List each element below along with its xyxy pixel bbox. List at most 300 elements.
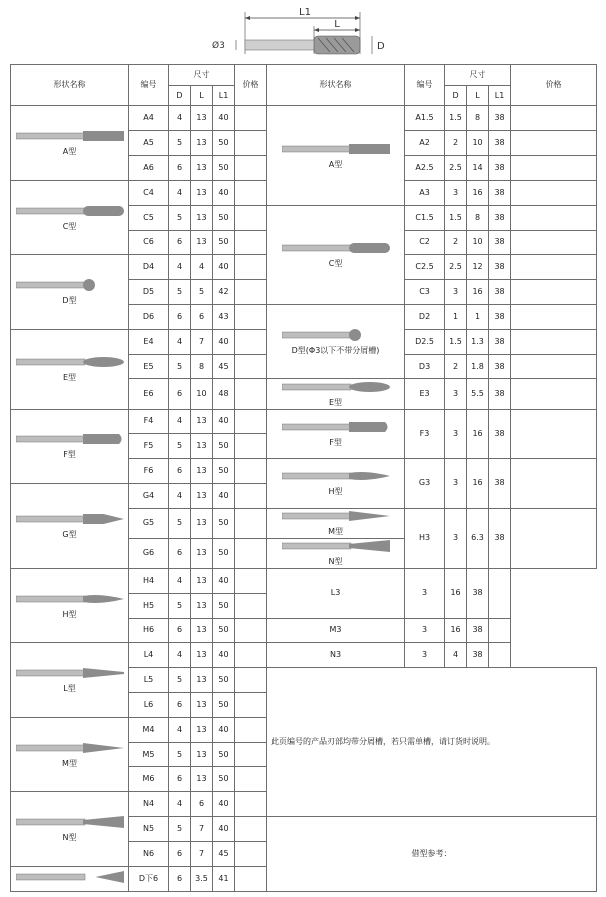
price-cell <box>235 538 267 568</box>
d-cell: 4 <box>169 792 191 817</box>
code-cell: F5 <box>129 434 169 459</box>
l-cell: 13 <box>191 668 213 693</box>
price-cell <box>235 156 267 181</box>
l1-cell: 43 <box>213 305 235 330</box>
code-cell: A4 <box>129 106 169 131</box>
code-cell-right: A2 <box>405 131 445 156</box>
price-cell-right <box>489 618 511 643</box>
l1-cell: 40 <box>213 643 235 668</box>
right-shape-cell <box>267 106 405 205</box>
header-shape: 形状名称 <box>11 65 129 106</box>
price-cell <box>235 817 267 842</box>
l1-cell: 50 <box>213 538 235 568</box>
d-cell: 4 <box>169 180 191 205</box>
price-cell-right <box>489 568 511 618</box>
price-cell-right <box>489 643 511 668</box>
burr-tool-icon <box>16 870 124 884</box>
burr-tool-icon <box>16 512 124 526</box>
l-cell: 6 <box>191 305 213 330</box>
code-cell-right: H3 <box>405 508 445 568</box>
header-shape-right: 形状名称 <box>267 65 405 106</box>
code-cell: L4 <box>129 643 169 668</box>
l-cell-right: 16 <box>445 568 467 618</box>
d-cell-right: 3 <box>445 180 467 205</box>
price-cell <box>235 668 267 693</box>
left-shape-cell <box>11 866 129 891</box>
l1-cell: 50 <box>213 459 235 484</box>
l1-cell-right: 38 <box>467 568 489 618</box>
shape-name-label: A型 <box>328 159 343 169</box>
l1-cell-right: 38 <box>489 305 511 330</box>
d-cell-right: 2 <box>445 354 467 379</box>
d-cell-right: 3 <box>445 379 467 409</box>
code-cell: G5 <box>129 508 169 538</box>
d-cell-right: 2 <box>445 131 467 156</box>
d-cell: 4 <box>169 568 191 593</box>
right-shape-cell <box>267 379 405 409</box>
d-cell: 5 <box>169 205 191 230</box>
l-cell: 13 <box>191 131 213 156</box>
price-cell <box>235 767 267 792</box>
price-cell <box>235 106 267 131</box>
left-shape-cell <box>11 717 129 791</box>
code-cell: A5 <box>129 131 169 156</box>
l1-cell: 50 <box>213 434 235 459</box>
l1-cell-right: 38 <box>467 643 489 668</box>
l-cell-right: 10 <box>467 230 489 255</box>
d-cell-right: 1 <box>445 305 467 330</box>
d-cell-right: 3 <box>445 280 467 305</box>
price-cell <box>235 508 267 538</box>
l1-cell-right: 38 <box>489 131 511 156</box>
code-cell: N6 <box>129 841 169 866</box>
l-cell: 13 <box>191 205 213 230</box>
l-cell: 13 <box>191 742 213 767</box>
l-cell: 3.5 <box>191 866 213 891</box>
left-shape-cell <box>11 643 129 717</box>
l-cell-right: 16 <box>467 280 489 305</box>
price-cell <box>235 305 267 330</box>
header-l1-right: L1 <box>489 85 511 106</box>
price-cell-right <box>511 409 597 459</box>
shape-name-label: M型 <box>62 758 77 768</box>
l-cell-right: 4 <box>445 643 467 668</box>
price-cell <box>235 205 267 230</box>
l1-cell: 50 <box>213 156 235 181</box>
diagram-l1: L1 <box>299 7 311 18</box>
left-shape-cell <box>11 568 129 642</box>
d-cell: 5 <box>169 508 191 538</box>
d-cell: 5 <box>169 817 191 842</box>
right-shape-cell <box>267 459 405 509</box>
d-cell: 6 <box>169 767 191 792</box>
d-cell: 4 <box>169 409 191 434</box>
l1-cell: 45 <box>213 354 235 379</box>
burr-tool-icon <box>282 380 390 394</box>
l-cell: 13 <box>191 508 213 538</box>
reference-note: 借型参考： <box>267 817 597 892</box>
l1-cell-right: 38 <box>489 508 511 568</box>
l1-cell: 50 <box>213 668 235 693</box>
price-cell <box>235 618 267 643</box>
burr-tool-icon <box>16 666 124 680</box>
right-shape-cell <box>267 409 405 459</box>
l-cell: 13 <box>191 156 213 181</box>
code-cell: M4 <box>129 717 169 742</box>
burr-tool-icon <box>16 815 124 829</box>
l1-cell: 40 <box>213 106 235 131</box>
header-price-right: 价格 <box>511 65 597 106</box>
l1-cell: 40 <box>213 329 235 354</box>
code-cell-right: D2.5 <box>405 329 445 354</box>
price-cell-right <box>511 459 597 509</box>
l1-cell-right: 38 <box>489 354 511 379</box>
code-cell: E6 <box>129 379 169 409</box>
left-shape-cell <box>11 255 129 329</box>
right-shape-cell <box>267 305 405 379</box>
l1-cell: 40 <box>213 568 235 593</box>
code-cell: D下6 <box>129 866 169 891</box>
l-cell: 4 <box>191 255 213 280</box>
code-cell-right: A3 <box>405 180 445 205</box>
l-cell: 7 <box>191 817 213 842</box>
d-cell-right: 3 <box>445 508 467 568</box>
price-cell-right <box>511 180 597 205</box>
code-cell-right: G3 <box>405 459 445 509</box>
shape-name-label: N型 <box>328 557 343 567</box>
table-row <box>11 409 597 434</box>
price-cell-right <box>511 354 597 379</box>
l1-cell: 40 <box>213 792 235 817</box>
code-cell: F4 <box>129 409 169 434</box>
burr-tool-icon <box>16 592 124 606</box>
d-cell: 6 <box>169 692 191 717</box>
table-row <box>11 106 597 131</box>
l-cell-right: 1.3 <box>467 329 489 354</box>
burr-tool-icon <box>16 278 124 292</box>
d-cell-right: 3 <box>445 409 467 459</box>
l1-cell: 50 <box>213 692 235 717</box>
l1-cell: 50 <box>213 131 235 156</box>
price-cell-right <box>511 230 597 255</box>
l-cell-right: 10 <box>467 131 489 156</box>
price-cell-right <box>511 305 597 330</box>
shape-name-label: M型 <box>328 527 343 537</box>
header-price: 价格 <box>235 65 267 106</box>
l1-cell-right: 38 <box>489 106 511 131</box>
l1-cell-right: 38 <box>489 329 511 354</box>
l-cell-right: 1 <box>467 305 489 330</box>
code-cell: L6 <box>129 692 169 717</box>
shape-name-label: H型 <box>328 487 343 497</box>
code-cell: L5 <box>129 668 169 693</box>
header-size: 尺寸 <box>169 65 235 86</box>
price-cell <box>235 180 267 205</box>
shape-name-label: E型 <box>329 397 343 407</box>
l1-cell: 42 <box>213 280 235 305</box>
code-cell: E5 <box>129 354 169 379</box>
code-cell-right: L3 <box>267 568 405 618</box>
header-l1: L1 <box>213 85 235 106</box>
code-cell: C5 <box>129 205 169 230</box>
price-cell-right <box>511 106 597 131</box>
d-cell: 5 <box>169 593 191 618</box>
price-cell <box>235 866 267 891</box>
l1-cell: 50 <box>213 618 235 643</box>
l1-cell: 40 <box>213 817 235 842</box>
l-cell: 13 <box>191 483 213 508</box>
burr-tool-icon <box>16 432 124 446</box>
l-cell-right: 1.8 <box>467 354 489 379</box>
l1-cell: 50 <box>213 742 235 767</box>
l1-cell-right: 38 <box>489 205 511 230</box>
code-cell: E4 <box>129 329 169 354</box>
header-code-right: 编号 <box>405 65 445 106</box>
l-cell-right: 8 <box>467 106 489 131</box>
l1-cell: 48 <box>213 379 235 409</box>
header-size-right: 尺寸 <box>445 65 511 86</box>
header-code: 编号 <box>129 65 169 106</box>
l-cell: 13 <box>191 459 213 484</box>
code-cell: N5 <box>129 817 169 842</box>
price-cell <box>235 593 267 618</box>
header-d-right: D <box>445 85 467 106</box>
d-cell: 4 <box>169 643 191 668</box>
d-cell-right: 1.5 <box>445 329 467 354</box>
l1-cell: 41 <box>213 866 235 891</box>
d-cell: 6 <box>169 538 191 568</box>
l-cell-right: 16 <box>445 618 467 643</box>
l-cell-right: 16 <box>467 180 489 205</box>
l1-cell: 40 <box>213 255 235 280</box>
d-cell-right: 3 <box>405 568 445 618</box>
l1-cell-right: 38 <box>489 156 511 181</box>
price-cell <box>235 717 267 742</box>
shape-name-label: G型 <box>62 529 77 539</box>
shape-name-label: C型 <box>62 221 77 231</box>
code-cell: D6 <box>129 305 169 330</box>
l1-cell: 40 <box>213 717 235 742</box>
price-cell <box>235 459 267 484</box>
price-cell-right <box>511 131 597 156</box>
code-cell: C6 <box>129 230 169 255</box>
d-cell: 4 <box>169 255 191 280</box>
dimension-diagram <box>0 0 606 64</box>
price-cell <box>235 434 267 459</box>
diagram-shank-dia: Ø3 <box>212 41 225 51</box>
price-cell <box>235 131 267 156</box>
l1-cell: 40 <box>213 409 235 434</box>
burr-tool-icon <box>282 420 390 434</box>
l1-cell-right: 38 <box>489 180 511 205</box>
l-cell: 13 <box>191 692 213 717</box>
code-cell-right: C2.5 <box>405 255 445 280</box>
code-cell: H4 <box>129 568 169 593</box>
d-cell: 6 <box>169 459 191 484</box>
burr-tool-icon <box>282 539 390 553</box>
shape-name-label: F型 <box>329 437 342 447</box>
d-cell-right: 2 <box>445 230 467 255</box>
l1-cell-right: 38 <box>489 230 511 255</box>
code-cell: H5 <box>129 593 169 618</box>
l-cell-right: 12 <box>467 255 489 280</box>
code-cell: M6 <box>129 767 169 792</box>
price-cell <box>235 379 267 409</box>
shape-name-label: F型 <box>63 450 76 460</box>
price-cell-right <box>511 280 597 305</box>
code-cell: D4 <box>129 255 169 280</box>
d-cell: 5 <box>169 280 191 305</box>
code-cell: G6 <box>129 538 169 568</box>
burr-tool-icon <box>16 741 124 755</box>
l-cell: 13 <box>191 106 213 131</box>
l-cell: 6 <box>191 792 213 817</box>
l1-cell: 50 <box>213 230 235 255</box>
burr-tool-icon <box>282 469 390 483</box>
l-cell: 13 <box>191 568 213 593</box>
l-cell: 8 <box>191 354 213 379</box>
d-cell: 6 <box>169 305 191 330</box>
d-cell-right: 2.5 <box>445 156 467 181</box>
l-cell: 13 <box>191 643 213 668</box>
code-cell: F6 <box>129 459 169 484</box>
left-shape-cell <box>11 792 129 866</box>
diagram-l: L <box>334 19 340 30</box>
d-cell: 5 <box>169 434 191 459</box>
code-cell: M5 <box>129 742 169 767</box>
left-shape-cell <box>11 329 129 409</box>
d-cell-right: 3 <box>405 643 445 668</box>
shape-name-label: L型 <box>63 684 76 694</box>
header-d: D <box>169 85 191 106</box>
d-cell: 5 <box>169 668 191 693</box>
code-cell: H6 <box>129 618 169 643</box>
l1-cell: 50 <box>213 205 235 230</box>
price-cell <box>235 255 267 280</box>
l-cell-right: 16 <box>467 409 489 459</box>
l-cell: 13 <box>191 180 213 205</box>
price-cell-right <box>511 379 597 409</box>
price-cell <box>235 742 267 767</box>
d-cell-right: 2.5 <box>445 255 467 280</box>
code-cell-right: N3 <box>267 643 405 668</box>
l-cell: 10 <box>191 379 213 409</box>
code-cell-right: C2 <box>405 230 445 255</box>
burr-tool-icon <box>16 355 124 369</box>
d-cell: 6 <box>169 841 191 866</box>
l1-cell: 50 <box>213 508 235 538</box>
l1-cell: 40 <box>213 483 235 508</box>
header-l: L <box>191 85 213 106</box>
d-cell: 5 <box>169 354 191 379</box>
price-cell-right <box>511 329 597 354</box>
l-cell-right: 8 <box>467 205 489 230</box>
code-cell-right: D2 <box>405 305 445 330</box>
right-shape-cell <box>267 538 405 568</box>
l1-cell-right: 38 <box>489 255 511 280</box>
l1-cell: 50 <box>213 593 235 618</box>
code-cell-right: M3 <box>267 618 405 643</box>
shape-name-label: C型 <box>328 258 343 268</box>
left-shape-cell <box>11 409 129 483</box>
diagram-d: D <box>377 41 385 52</box>
header-l-right: L <box>467 85 489 106</box>
l-cell: 13 <box>191 409 213 434</box>
price-cell <box>235 354 267 379</box>
l-cell-right: 6.3 <box>467 508 489 568</box>
d-cell-right: 1.5 <box>445 205 467 230</box>
d-cell: 4 <box>169 483 191 508</box>
l-cell-right: 14 <box>467 156 489 181</box>
shape-name-label: A型 <box>62 147 77 157</box>
shape-name-label: D型 <box>62 296 77 306</box>
price-cell <box>235 329 267 354</box>
l1-cell: 50 <box>213 767 235 792</box>
l-cell: 7 <box>191 329 213 354</box>
l-cell: 13 <box>191 618 213 643</box>
d-cell-right: 1.5 <box>445 106 467 131</box>
price-cell-right <box>511 205 597 230</box>
d-cell: 6 <box>169 230 191 255</box>
spec-table <box>10 64 597 892</box>
l1-cell: 40 <box>213 180 235 205</box>
burr-tool-icon <box>16 129 124 143</box>
l-cell-right: 5.5 <box>467 379 489 409</box>
price-cell <box>235 792 267 817</box>
d-cell: 4 <box>169 717 191 742</box>
d-cell: 6 <box>169 618 191 643</box>
burr-tool-icon <box>282 509 390 523</box>
d-cell-right: 3 <box>405 618 445 643</box>
price-cell <box>235 280 267 305</box>
price-cell <box>235 568 267 593</box>
code-cell: A6 <box>129 156 169 181</box>
right-shape-cell <box>267 508 405 538</box>
table-row <box>11 568 597 593</box>
l1-cell-right: 38 <box>489 409 511 459</box>
price-cell <box>235 230 267 255</box>
price-cell <box>235 483 267 508</box>
shape-name-label: D型(Φ3以下不带分屑槽) <box>291 345 380 355</box>
table-row <box>11 643 597 668</box>
l1-cell-right: 38 <box>489 379 511 409</box>
l-cell: 13 <box>191 230 213 255</box>
l1-cell-right: 38 <box>489 280 511 305</box>
left-shape-cell <box>11 106 129 180</box>
price-cell <box>235 692 267 717</box>
code-cell: N4 <box>129 792 169 817</box>
price-cell-right <box>511 156 597 181</box>
d-cell: 6 <box>169 156 191 181</box>
code-cell: D5 <box>129 280 169 305</box>
burr-tool-icon <box>282 241 390 255</box>
code-cell-right: A2.5 <box>405 156 445 181</box>
l-cell: 7 <box>191 841 213 866</box>
l1-cell: 45 <box>213 841 235 866</box>
right-shape-cell <box>267 205 405 304</box>
price-cell-right <box>511 255 597 280</box>
d-cell: 5 <box>169 742 191 767</box>
code-cell: C4 <box>129 180 169 205</box>
code-cell-right: A1.5 <box>405 106 445 131</box>
note-text: 此页编号的产品刃部均带分屑槽，若只需单槽，请订货时说明。 <box>267 668 597 817</box>
l-cell: 13 <box>191 434 213 459</box>
l-cell-right: 16 <box>467 459 489 509</box>
l1-cell-right: 38 <box>489 459 511 509</box>
price-cell <box>235 409 267 434</box>
price-cell <box>235 643 267 668</box>
d-cell: 4 <box>169 106 191 131</box>
